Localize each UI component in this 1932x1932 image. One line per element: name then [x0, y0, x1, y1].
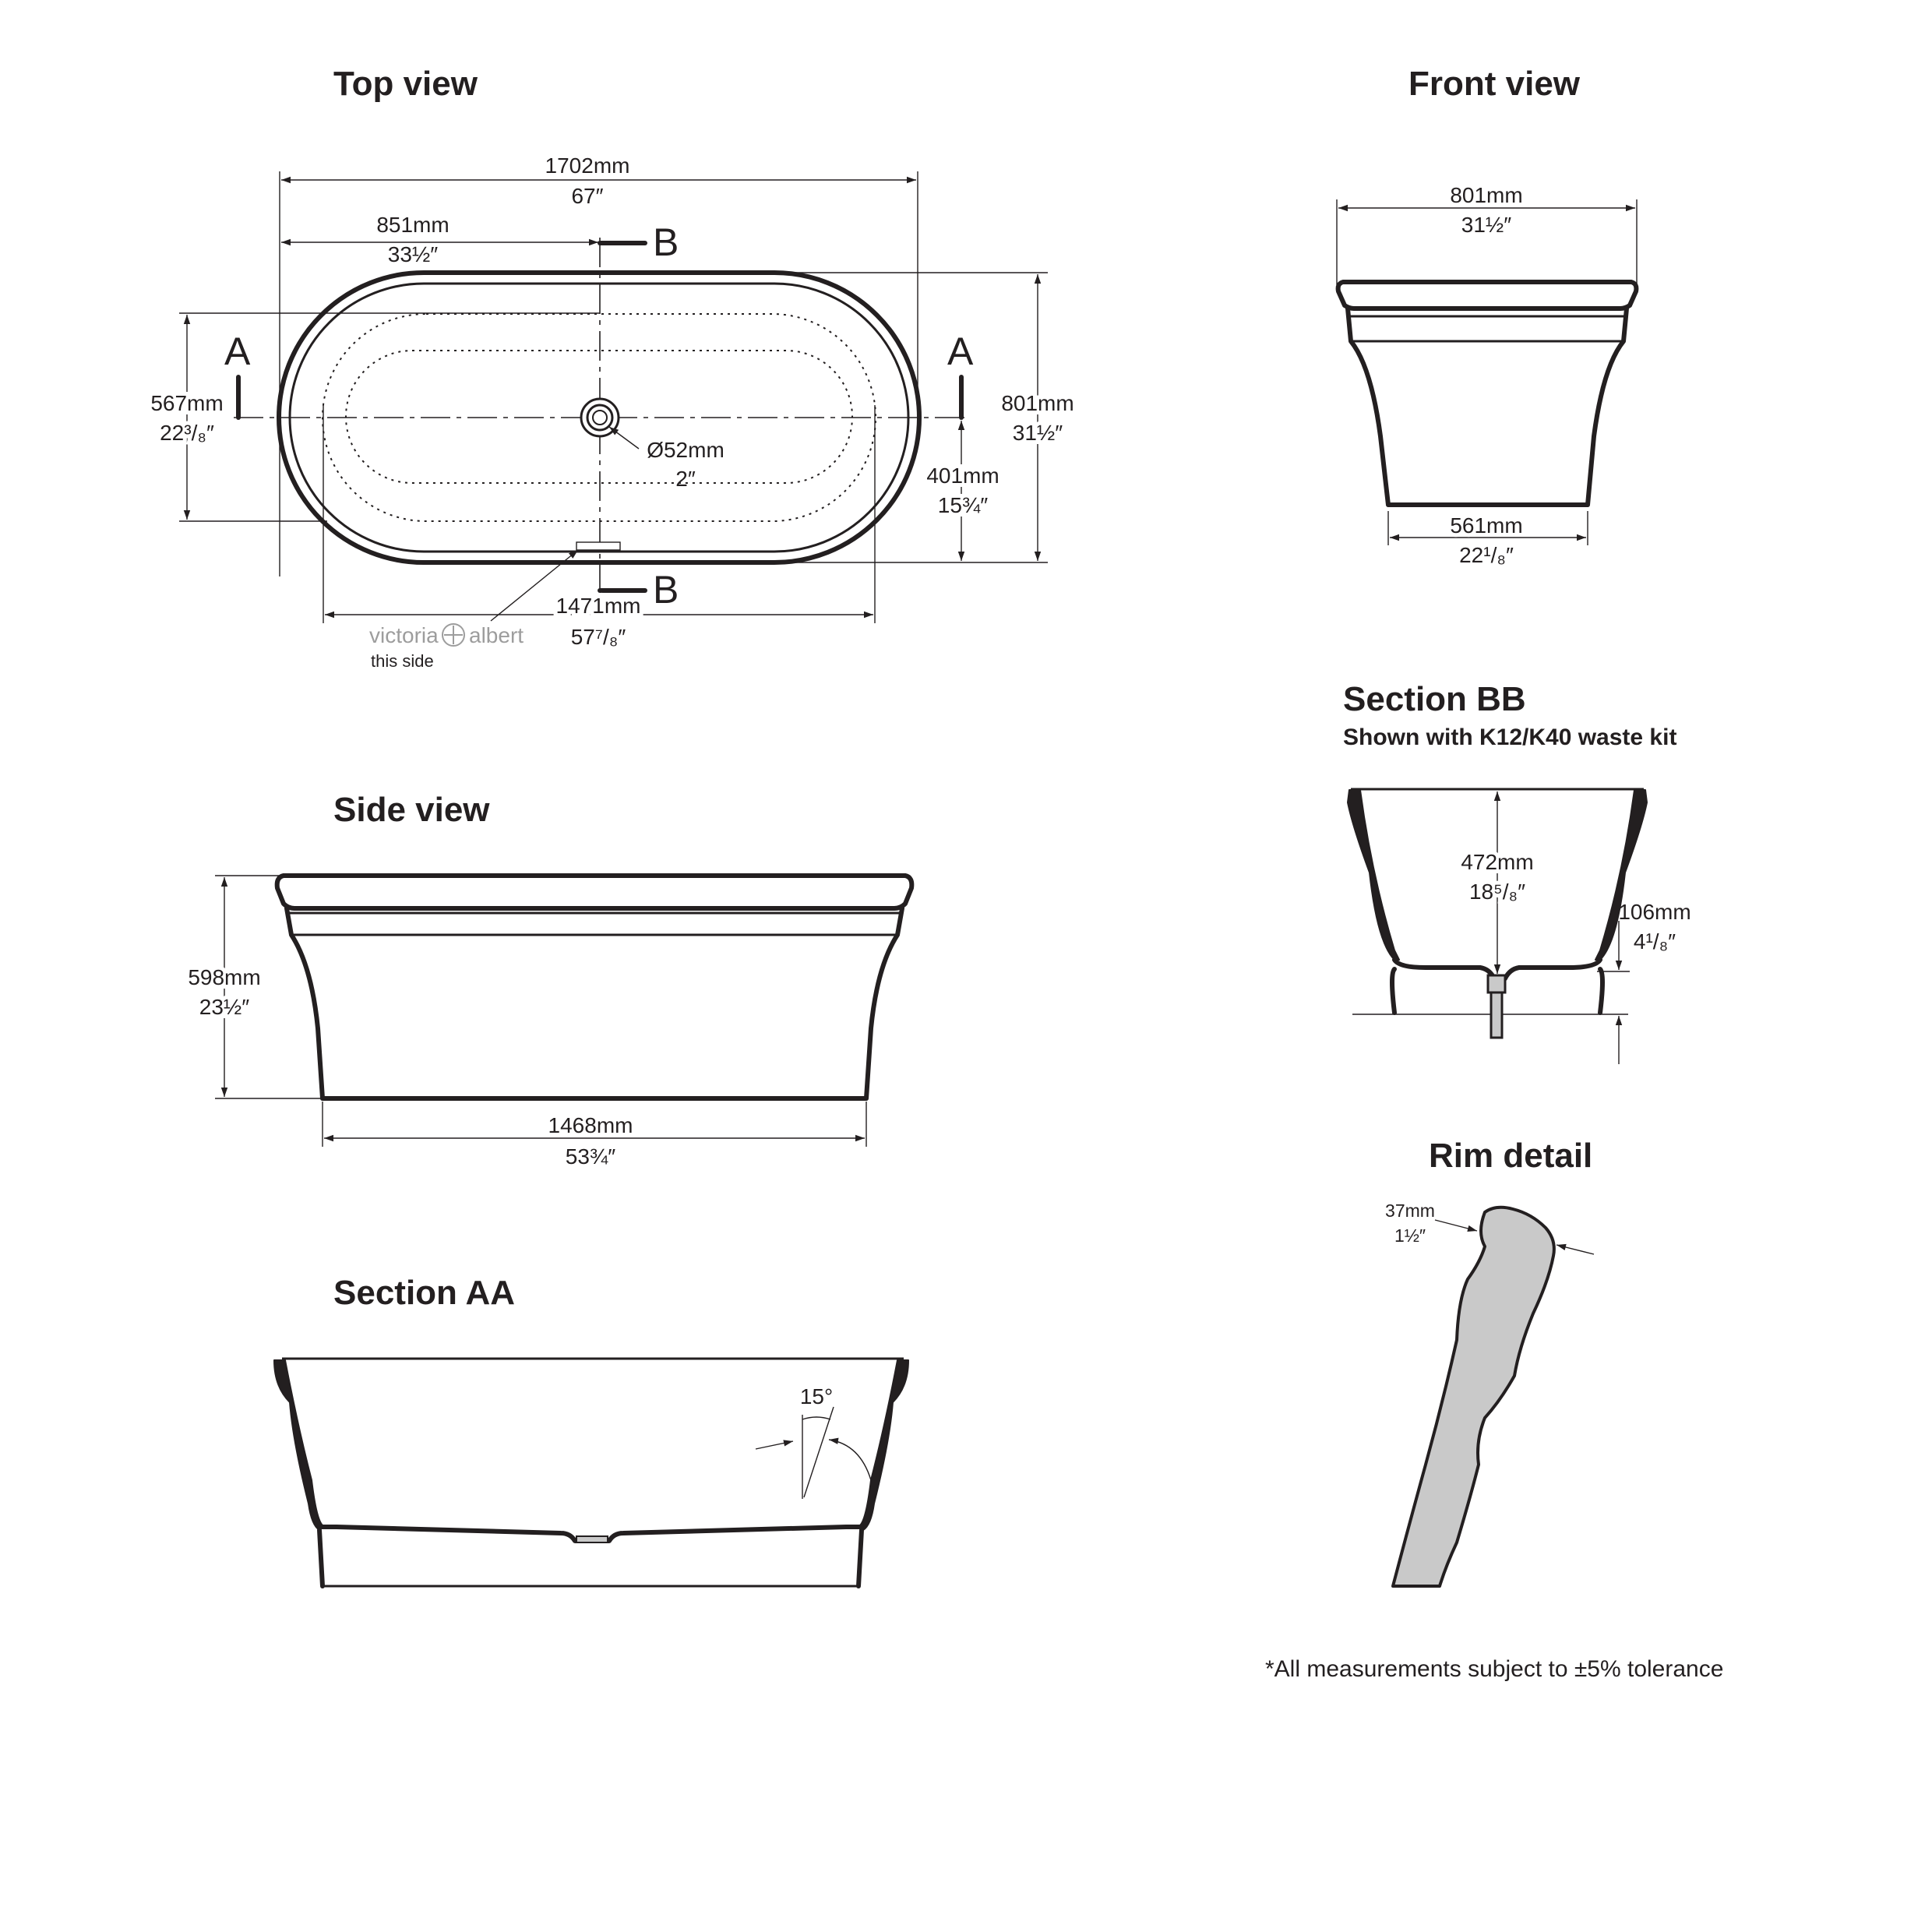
section-bb-depth-in: 18⁵/₈″ — [1468, 880, 1526, 904]
dim-inner-width-mm: 567mm — [150, 391, 224, 415]
dim-length-mm: 1702mm — [545, 153, 630, 178]
waste-pipe — [1491, 992, 1502, 1038]
dim-width-mm: 801mm — [1001, 391, 1074, 415]
front-view — [1337, 65, 1637, 567]
side-height-mm: 598mm — [188, 965, 261, 989]
section-bb-floor-mm: 106mm — [1618, 900, 1691, 924]
section-bb-leg-right — [1600, 969, 1602, 1013]
side-rim — [277, 876, 912, 908]
side-body — [287, 908, 902, 1098]
section-aa-right-wall — [860, 1360, 908, 1530]
front-width-in: 31½″ — [1461, 213, 1512, 237]
angle-slope-line — [804, 1407, 834, 1497]
brand-name-left: victoria — [369, 623, 439, 647]
angle-arc — [802, 1417, 830, 1419]
dim-half-width-mm: 401mm — [926, 464, 999, 488]
waste-kit-icon — [1488, 975, 1505, 992]
rim-profile — [1393, 1208, 1554, 1586]
dim-length-in: 67″ — [571, 184, 604, 208]
brand-note: this side — [371, 651, 434, 671]
section-b-label-top: B — [653, 220, 679, 264]
front-width-mm: 801mm — [1450, 183, 1523, 207]
front-rim — [1338, 282, 1637, 308]
side-base-in: 53¾″ — [565, 1144, 616, 1169]
dim-waste-in: 2″ — [675, 467, 696, 491]
angle-arrow-right — [829, 1440, 871, 1480]
dim-waste-mm: Ø52mm — [647, 438, 724, 462]
section-bb-title: Section BB — [1343, 680, 1526, 718]
section-aa-angle: 15° — [799, 1384, 834, 1408]
dim-half-length-in: 33½″ — [387, 242, 439, 266]
front-body — [1348, 308, 1627, 505]
front-base-in: 22¹/₈″ — [1459, 543, 1514, 567]
rim-leader-outer — [1557, 1245, 1594, 1254]
front-view-title: Front view — [1408, 65, 1581, 103]
section-aa-waste — [576, 1536, 608, 1542]
section-a-label-left: A — [224, 330, 251, 373]
section-bb — [1343, 680, 1691, 1064]
overflow-plate — [576, 542, 620, 550]
waste-outlet — [581, 399, 619, 436]
section-bb-subtitle: Shown with K12/K40 waste kit — [1343, 724, 1677, 750]
angle-arrow-left — [756, 1441, 793, 1449]
top-view — [150, 65, 1074, 671]
dim-width-in: 31½″ — [1012, 421, 1063, 445]
top-view-title: Top view — [333, 65, 478, 103]
section-aa-left-wall — [274, 1360, 323, 1530]
brand-logo-icon — [442, 624, 464, 646]
dim-half-width-in: 15¾″ — [937, 493, 989, 517]
side-view — [188, 791, 911, 1169]
side-height-in: 23½″ — [199, 995, 250, 1019]
rim-leader-inner — [1435, 1220, 1477, 1231]
footnote: *All measurements subject to ±5% tolerance — [1265, 1656, 1724, 1682]
section-bb-left-wall — [1348, 790, 1399, 960]
rim-detail — [1385, 1137, 1594, 1586]
side-base-mm: 1468mm — [548, 1113, 633, 1137]
rim-thickness-in: 1½″ — [1394, 1225, 1426, 1246]
front-base-mm: 561mm — [1450, 513, 1523, 538]
dim-inner-width-in: 22³/₈″ — [160, 421, 214, 445]
section-a-label-right: A — [947, 330, 974, 373]
section-aa-title: Section AA — [333, 1274, 516, 1312]
dim-inner-length-in: 57⁷/₈″ — [570, 625, 626, 649]
dim-waste-leader — [609, 427, 639, 449]
section-b-label-bottom: B — [653, 568, 679, 612]
section-aa — [274, 1274, 908, 1586]
side-view-title: Side view — [333, 791, 490, 829]
section-bb-leg-left — [1392, 969, 1394, 1013]
section-bb-depth-mm: 472mm — [1461, 850, 1534, 874]
dim-inner-length-mm: 1471mm — [555, 594, 641, 618]
rim-thickness-mm: 37mm — [1385, 1200, 1435, 1221]
rim-detail-title: Rim detail — [1429, 1137, 1593, 1175]
section-aa-leg-right — [858, 1530, 862, 1586]
brand-name-right: albert — [469, 623, 524, 647]
dim-half-length-mm: 851mm — [376, 213, 450, 237]
section-aa-leg-left — [319, 1530, 323, 1586]
section-bb-floor-in: 4¹/₈″ — [1633, 929, 1676, 954]
